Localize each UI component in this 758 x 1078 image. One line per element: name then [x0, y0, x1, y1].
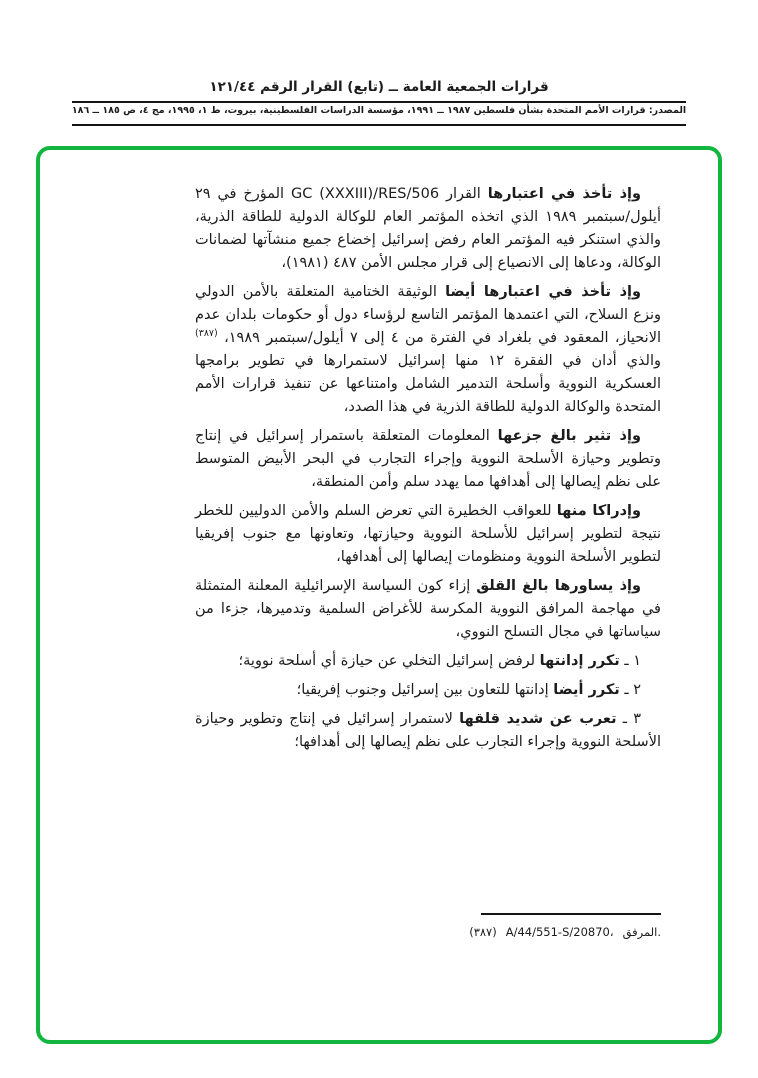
numbered-item-3: [195, 708, 661, 754]
paragraph-1-text: القرار GC (XXXIII)/RES/506 المؤرخ في ٢٩ أيلول/سبتمبر ١٩٨٩ الذي اتخذه المؤتمر العام للوكالة الدولية للطاقة الذرية، والذي استنكر فيه المؤتمر العام رفض إسرائيل إخضاع جميع منشآتها لضمانات الوكالة، ودعاها إلى الانصياع إلى قرار مجلس الأمن ٤٨٧ (١٩٨١)،: [195, 186, 662, 271]
paragraph-1-lead: وإذ تأخذ في اعتبارها: [487, 186, 642, 202]
source-line: المصدر: قرارات الأمم المتحدة بشأن فلسطين ١٩٨٧ ــ ١٩٩١، مؤسسة الدراسات الفلسطينية، بيروت، ط ١، ١٩٩٥، مج ٤، ص ١٨٥ ــ ١٨٦: [71, 105, 687, 116]
page-title: قرارات الجمعية العامة ــ (تابع) القرار الرقم ١٢١/٤٤: [209, 79, 549, 95]
paragraph-3-lead: وإذ تثير بالغ جزعها: [497, 428, 641, 444]
item-2-text: إدانتها للتعاون بين إسرائيل وجنوب إفريقيا؛: [296, 682, 549, 698]
paragraph-4-text: للعواقب الخطيرة التي تعرض السلم والأمن الدوليين للخطر نتيجة لتطوير إسرائيل للأسلحة النووية وحيازتها، وتعاونها مع جنوب إفريقيا لتطوير الأسلحة النووية ومنظومات إيصالها إلى أهدافها،: [195, 503, 661, 565]
item-2-number: ٢ ـ: [624, 682, 641, 698]
paragraph-2-lead: وإذ تأخذ في اعتبارها أيضا: [445, 284, 641, 300]
footnote-divider: [481, 913, 661, 915]
paragraph-3: [195, 425, 661, 494]
item-3-text: لاستمرار إسرائيل في إنتاج وتطوير وحيازة الأسلحة النووية وإجراء التجارب على نظم إيصالها إلى أهدافها؛: [195, 711, 661, 750]
item-1-number: ١ ـ: [624, 653, 641, 669]
numbered-item-2: [195, 679, 661, 702]
paragraph-2: [195, 281, 661, 419]
paragraph-2-text: الوثيقة الختامية المتعلقة بالأمن الدولي ونزع السلاح، التي اعتمدها المؤتمر التاسع لرؤساء دول أو حكومات بلدان عدم الانحياز، المعقود في بلغراد في الفترة من ٤ إلى ٧ أيلول/سبتمبر ١٩٨٩،: [195, 284, 661, 346]
item-1-text: لرفض إسرائيل التخلي عن حيازة أي أسلحة نووية؛: [238, 653, 536, 669]
paragraph-4-lead: وإدراكا منها: [556, 503, 641, 519]
numbered-item-1: [195, 650, 661, 673]
item-3-number: ٣ ـ: [622, 711, 642, 727]
item-2-lead: تكرر أيضا: [553, 682, 620, 698]
paragraph-5-text: إزاء كون السياسة الإسرائيلية المعلنة المتمثلة في مهاجمة المرافق النووية المكرسة للأغراض السلمية وتدميرها، جزءا من سياساتها في مجال التسلح النووي،: [195, 578, 661, 640]
footnote-text: المرفق.: [622, 925, 661, 939]
paragraph-3-text: المعلومات المتعلقة باستمرار إسرائيل في إنتاج وتطوير وحيازة الأسلحة النووية وإجراء التجارب في البحر الأبيض المتوسط على نظم إيصالها إلى أهدافها مما يهدد سلم وأمن المنطقة،: [195, 428, 661, 490]
header-divider-top: [72, 101, 686, 103]
item-1-lead: تكرر إدانتها: [539, 653, 620, 669]
header-divider-bottom: [72, 124, 686, 126]
footnote-number: (٣٨٧): [469, 925, 497, 939]
paragraph-2-text-continued: والذي أدان في الفقرة ١٢ منها إسرائيل لاستمرارها في تطوير برامجها العسكرية النووية وأسلحة التدمير الشامل وامتناعها عن تنفيذ قرارات الأمم المتحدة والوكالة الدولية للطاقة الذرية في هذا الصدد،: [195, 353, 661, 415]
footnote-document-symbol: A/44/551-S/20870،: [505, 925, 614, 939]
paragraph-5-lead: وإذ يساورها بالغ القلق: [476, 578, 642, 594]
paragraph-1: [195, 183, 661, 275]
footnote: [469, 925, 661, 939]
paragraph-4: [195, 500, 661, 569]
footnote-ref-marker: (٣٨٧): [195, 328, 218, 340]
item-3-lead: تعرب عن شديد قلقها: [459, 711, 617, 727]
paragraph-5: [195, 575, 661, 644]
document-body: [195, 183, 661, 760]
